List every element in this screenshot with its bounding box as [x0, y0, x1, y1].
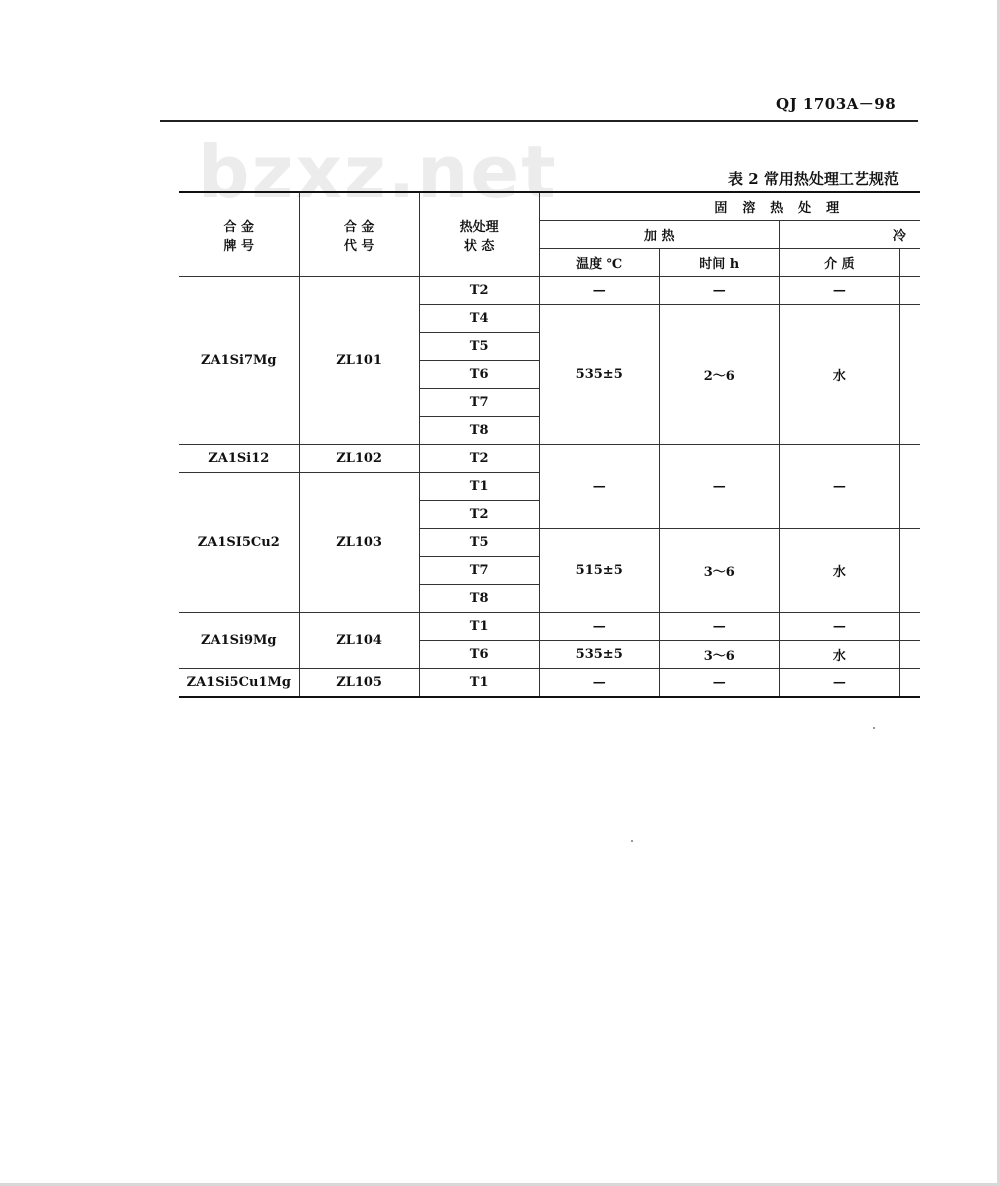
- scan-speck: [631, 840, 633, 842]
- header-alloy-grade: [179, 192, 299, 277]
- cell-time: —: [659, 445, 779, 529]
- table-row: [179, 613, 920, 641]
- header-heating: 加 热: [539, 221, 779, 249]
- cell-state: T2: [419, 501, 539, 529]
- cell-state: T5: [419, 529, 539, 557]
- cell-state: T7: [419, 389, 539, 417]
- table-viewport: [179, 191, 920, 711]
- header-rule: [160, 120, 918, 122]
- header-heat-state-line2: 状 态: [463, 238, 495, 254]
- header-heat-state: [419, 192, 539, 277]
- header-solution-treatment: 固 溶 热 处 理: [539, 192, 920, 221]
- cell-state: T2: [419, 277, 539, 305]
- cell-medium: —: [779, 669, 899, 698]
- cell-state: T6: [419, 361, 539, 389]
- header-alloy-grade-line2: 牌 号: [223, 238, 255, 254]
- header-cooling-extra: [899, 249, 920, 277]
- header-heat-state-line1: 热处理: [459, 219, 499, 235]
- cell-grade: ZA1Si9Mg: [179, 613, 299, 669]
- cell-extra: [899, 613, 920, 641]
- cell-medium: 水: [779, 305, 899, 445]
- cell-extra: [899, 445, 920, 529]
- cell-code: ZL103: [299, 473, 419, 613]
- scan-speck: [873, 727, 875, 729]
- cell-time: 3～6: [659, 641, 779, 669]
- cell-temp: —: [539, 445, 659, 529]
- cell-temp: 515±5: [539, 529, 659, 613]
- cell-code: ZL104: [299, 613, 419, 669]
- header-row-1: [179, 192, 920, 221]
- header-cooling: 冷: [779, 221, 920, 249]
- header-alloy-code-line1: 合 金: [343, 219, 375, 235]
- cell-time: 3～6: [659, 529, 779, 613]
- header-medium: 介 质: [779, 249, 899, 277]
- cell-code: ZL101: [299, 277, 419, 445]
- cell-state: T8: [419, 585, 539, 613]
- cell-time: 2～6: [659, 305, 779, 445]
- table-caption: 表 2 常用热处理工艺规范: [728, 170, 899, 188]
- cell-grade: ZA1Si7Mg: [179, 277, 299, 445]
- table-row: [179, 445, 920, 473]
- cell-temp: —: [539, 613, 659, 641]
- cell-temp: —: [539, 669, 659, 698]
- watermark: bzxz.net: [198, 130, 558, 214]
- header-alloy-grade-line1: 合 金: [223, 219, 255, 235]
- cell-medium: —: [779, 445, 899, 529]
- cell-state: T1: [419, 473, 539, 501]
- cell-code: ZL105: [299, 669, 419, 698]
- header-time: 时间 h: [659, 249, 779, 277]
- cell-state: T8: [419, 417, 539, 445]
- cell-code: ZL102: [299, 445, 419, 473]
- cell-time: —: [659, 277, 779, 305]
- heat-treatment-table: [179, 191, 920, 698]
- document-code: QJ 1703A－98: [776, 95, 897, 113]
- cell-state: T7: [419, 557, 539, 585]
- cell-extra: [899, 529, 920, 613]
- cell-time: —: [659, 613, 779, 641]
- cell-state: T6: [419, 641, 539, 669]
- cell-extra: [899, 669, 920, 698]
- cell-state: T1: [419, 613, 539, 641]
- cell-grade: ZA1SI5Cu2: [179, 473, 299, 613]
- cell-grade: ZA1Si5Cu1Mg: [179, 669, 299, 698]
- table-row: [179, 669, 920, 698]
- cell-extra: [899, 641, 920, 669]
- cell-temp: —: [539, 277, 659, 305]
- cell-temp: 535±5: [539, 305, 659, 445]
- cell-medium: 水: [779, 529, 899, 613]
- header-alloy-code-line2: 代 号: [343, 238, 375, 254]
- header-alloy-code: [299, 192, 419, 277]
- cell-extra: [899, 305, 920, 445]
- cell-time: —: [659, 669, 779, 698]
- cell-temp: 535±5: [539, 641, 659, 669]
- cell-state: T5: [419, 333, 539, 361]
- header-temperature: 温度 ℃: [539, 249, 659, 277]
- table-row: [179, 277, 920, 305]
- cell-medium: —: [779, 277, 899, 305]
- cell-medium: —: [779, 613, 899, 641]
- cell-state: T2: [419, 445, 539, 473]
- cell-state: T4: [419, 305, 539, 333]
- cell-medium: 水: [779, 641, 899, 669]
- cell-extra: [899, 277, 920, 305]
- cell-state: T1: [419, 669, 539, 698]
- cell-grade: ZA1Si12: [179, 445, 299, 473]
